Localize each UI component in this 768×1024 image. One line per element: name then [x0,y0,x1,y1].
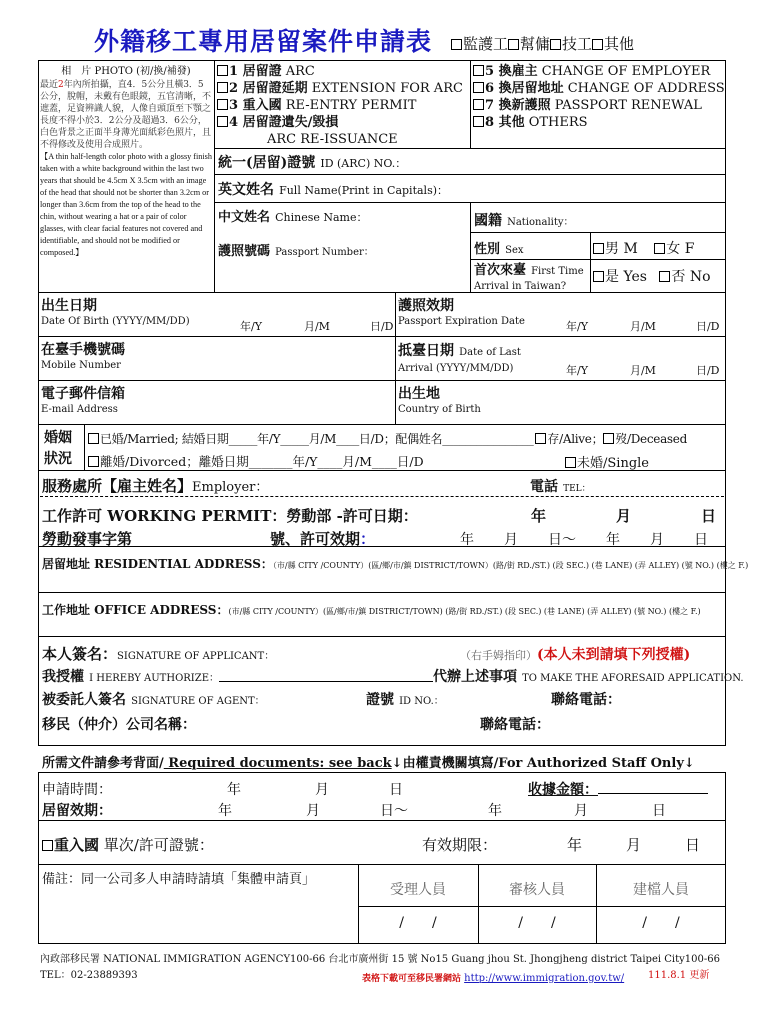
agent-contact-field[interactable]: 聯絡電話： [551,692,621,708]
apply-type-1[interactable]: 1 居留證 ARC [217,63,463,80]
required-documents-note: 所需文件請參考背面/ Required documents: see back↓由權責機關填寫/For Authorized Staff Only↓ [42,756,695,771]
chinese-name-field[interactable]: 中文姓名 Chinese Name： [218,210,368,225]
agency-tel-field[interactable]: 聯絡電話： [480,717,550,733]
apply-type-4-en: ARC RE-ISSUANCE [267,132,398,147]
reviewer-date[interactable]: / / [518,915,556,931]
footer-download: 表格下載可至移民署網站 http://www.immigration.gov.tw/ [362,973,625,984]
photo-area[interactable] [40,61,212,291]
apply-type-2[interactable]: 2 居留證延期 EXTENSION FOR ARC [217,80,463,97]
filer-date[interactable]: / / [642,915,680,931]
receipt-amount-field[interactable]: 收據金額： [528,779,708,799]
reentry-permit-row[interactable]: 重入國 單次/許可證號： [42,834,214,855]
agency-company-field[interactable]: 移民（仲介）公司名稱： [42,717,196,733]
residential-address-field[interactable]: 居留地址 RESIDENTIAL ADDRESS：（市/縣 CITY /COUNTY）(區/鄉/市/鎮 DISTRICT/TOWN）(路/街 RD./ST.) (段 SEC.) (巷 LANE) (弄 ALLEY) (號 NO.) (樓之 F.) [42,557,749,571]
checkbox-other-type[interactable] [592,39,603,50]
residence-validity-field[interactable]: 居留效期： 年 月 日～ 年 月 日 [42,803,666,819]
apply-type-7[interactable]: 7 換新護照 PASSPORT RENEWAL [473,97,725,114]
sex-female-option[interactable]: 女 F [654,241,694,257]
permit-validity-ymd: 年 月 日～ 年 月 日 [460,532,708,548]
marital-label: 婚姻 狀況 [44,430,72,467]
apply-type-8[interactable]: 8 其他 OTHERS [473,114,725,131]
immigration-website-link[interactable]: http://www.immigration.gov.tw/ [464,973,625,984]
permit-date-ymd: 年 月 日 [531,507,717,525]
agent-signature-field[interactable]: 被委託人簽名 SIGNATURE OF AGENT： [42,692,265,708]
agent-id-field[interactable]: 證號 ID NO.： [366,692,444,708]
footer-updated: 111.8.1 更新 [648,970,710,981]
birthplace-field[interactable]: 出生地 Country of Birth [398,386,481,415]
passport-number-field[interactable]: 護照號碼 Passport Number： [218,244,374,259]
spouse-alive: 存/Alive； [547,432,604,446]
first-arrival-label: 首次來臺 First Time Arrival in Taiwan? [474,263,584,292]
sex-options [593,238,694,258]
role-reviewer: 審核人員 [509,882,565,898]
arrival-date-field[interactable]: 抵臺日期 Date of Last Arrival (YYYY/MM/DD) [398,343,521,374]
permit-number-row[interactable]: 勞動發事字第 號、許可效期： [42,530,376,548]
employer-field[interactable]: 服務處所【雇主姓名】Employer： [42,477,269,495]
apply-type-4[interactable]: 4 居留證遺失/毀損 [217,114,463,131]
dob-field[interactable]: 出生日期 Date Of Birth (YYYY/MM/DD) [41,298,190,327]
form-title: 外籍移工專用居留案件申請表 [94,27,433,56]
work-permit-row[interactable]: 工作許可 WORKING PERMIT：勞動部 -許可日期： [42,507,418,525]
authorize-row[interactable]: 我授權 I HEREBY AUTHORIZE： 代辦上述事項 TO MAKE THE AFORESAID APPLICATION. [42,669,744,685]
photo-label: 相 片 PHOTO (初/換/補發) [61,66,191,77]
english-name-field[interactable]: 英文姓名 Full Name(Print in Capitals)： [218,182,449,198]
marital-divorced: 離婚/Divorced；離婚日期_______年/Y____月/M____日/D [100,454,424,469]
checkbox-domestic-helper[interactable] [508,39,519,50]
arrival-ymd: 年/Y 月/M 日/D [566,364,720,377]
apply-types-right [473,63,725,131]
marital-married-row[interactable] [88,430,687,447]
role-filer: 建檔人員 [633,882,689,898]
nationality-field[interactable]: 國籍 Nationality： [474,213,574,229]
reentry-valid-date: 有效期限： 年 月 日 [422,836,701,854]
type-technician: 技工 [562,35,593,53]
first-arrival-no[interactable]: 否 No [659,269,710,285]
employer-underline [40,496,724,497]
marital-divorced-row[interactable] [88,452,424,470]
first-arrival-options [593,266,711,286]
checkbox-technician[interactable] [550,39,561,50]
marital-married: 已婚/Married; 結婚日期_____年/Y_____月/M____日/D；配偶姓名________________ [100,432,534,446]
thumbprint-note: （右手姆指印）(本人未到請填下列授權) [460,647,691,663]
receiver-date[interactable]: / / [399,915,437,931]
apply-type-5[interactable]: 5 換雇主 CHANGE OF EMPLOYER [473,63,725,80]
employer-tel-field[interactable]: 電話 TEL： [530,479,591,495]
passport-expiry-ymd: 年/Y 月/M 日/D [566,320,720,333]
type-domestic-helper: 幫傭 [520,35,551,53]
photo-instructions-en: 【A thin half-length color photo with a glossy finish taken with a white background within the last two years that should be 4.5cm X 3.5cm with an image of the head that should not be shorter than 3.2cm or longer than 3.6cm from the top of the head to the chin, without wearing a hat or a pair of color glasses, with clear facial features not covered and identifiable, and should not be modified or composed.】 [40,152,212,257]
photo-instructions-zh: 最近2年內所拍攝，直4．5公分且橫3．5公分，脫帽，未戴有色眼鏡，五官清晰，不遮蓋，足資辨識人貌，人像自頭頂至下顎之長度不得小於3．2公分及超過3．6公分，白色背景之正面半身薄光面紙彩色照片，且不得修改及使用合成照片。 [40,80,212,150]
marital-single[interactable]: 未婚/Single [565,452,649,471]
remarks-note: 備註：同一公司多人申請時請填「集體申請頁」 [42,872,316,887]
sex-male-option[interactable]: 男 M [593,241,638,257]
mobile-field[interactable]: 在臺手機號碼 Mobile Number [41,342,125,371]
email-field[interactable]: 電子郵件信箱 E-mail Address [41,386,125,415]
footer-agency: 內政部移民署 NATIONAL IMMIGRATION AGENCY100-66 台北市廣州街 15 號 No15 Guang jhou St. Jhongjheng district Taipei City100-66 [40,954,720,965]
role-receiver: 受理人員 [390,882,446,898]
applicant-signature-field[interactable]: 本人簽名：SIGNATURE OF APPLICANT： [42,645,275,663]
apply-type-6[interactable]: 6 換居留地址 CHANGE OF ADDRESS [473,80,725,97]
dob-ymd: 年/Y 月/M 日/D [240,320,394,333]
type-other: 其他 [604,35,635,53]
type-caregiver: 監護工 [463,35,509,53]
office-address-field[interactable]: 工作地址 OFFICE ADDRESS：(市/縣 CITY /COUNTY）(區/鄉/市/鎮 DISTRICT/TOWN) (路/街 RD./ST.) (段 SEC.) (巷 LANE) (弄 ALLEY) (號 NO.) (樓之 F.) [42,603,701,617]
footer-tel: TEL：02-23889393 [40,970,138,981]
checkbox-caregiver[interactable] [451,39,462,50]
arc-number-field[interactable]: 統一(居留)證號 ID (ARC) NO.： [218,155,407,171]
applicant-type-options [451,33,634,54]
apply-types-left [217,63,463,148]
passport-expiry-field[interactable]: 護照效期 Passport Expiration Date [398,298,525,327]
apply-type-3[interactable]: 3 重入國 RE-ENTRY PERMIT [217,97,463,114]
sex-label: 性別 Sex [474,242,524,257]
spouse-deceased: 歿/Deceased [615,432,687,446]
first-arrival-yes[interactable]: 是 Yes [593,269,647,285]
apply-time-field[interactable]: 申請時間： 年 月 日 [42,782,403,798]
